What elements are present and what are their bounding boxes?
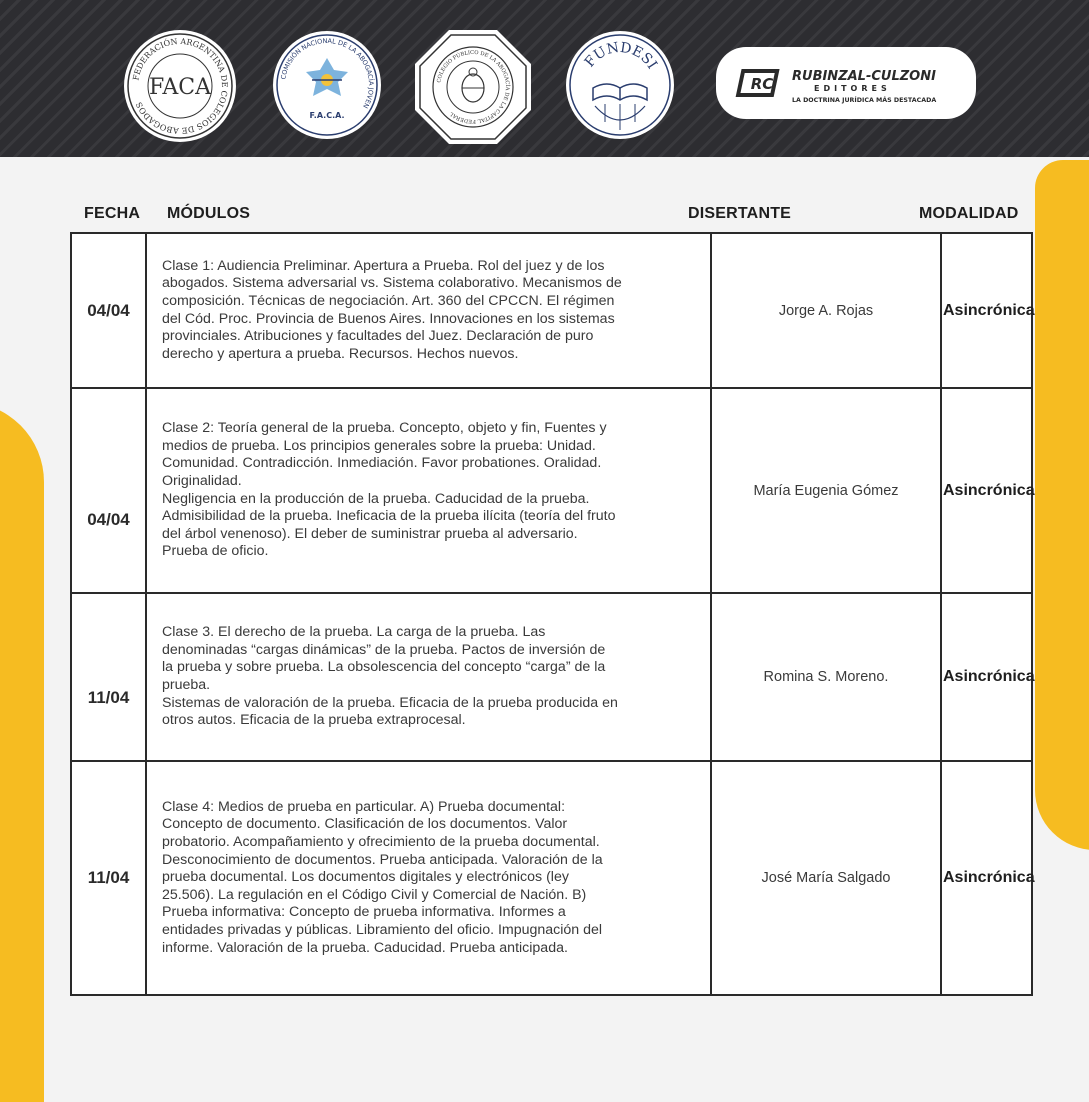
modulo-text-line: Clase 4: Medios de prueba en particular. A) Prueba documental:: [162, 798, 566, 815]
svg-text:COLEGIO PÚBLICO DE LA ABOGACÍA: COLEGIO PÚBLICO DE LA ABOGACÍA DE LA CAPITAL FEDERAL: [436, 49, 511, 125]
modulo-text-line: Desconocimiento de documentos. Prueba anticipada. Valoración de la: [162, 851, 603, 868]
svg-text:RC: RC: [750, 75, 774, 93]
cell-fecha: 04/04: [71, 233, 146, 388]
modulo-text-line: entidades privadas y públicas. Libramiento del oficio. Impugnación del: [162, 921, 603, 938]
cell-modulo: [146, 233, 711, 388]
modulo-text-line: otros autos. Eficacia de la prueba extraprocesal.: [162, 712, 466, 729]
cell-modalidad: Asincrónica: [941, 233, 1032, 388]
cell-fecha: 11/04: [71, 761, 146, 995]
svg-text:RUBINZAL-CULZONI: RUBINZAL-CULZONI: [792, 69, 936, 84]
table-row: [71, 593, 1032, 761]
modulo-text-line: derecho y apertura a prueba. Recursos. Hechos nuevos.: [162, 345, 519, 362]
modulo-text-line: Clase 1: Audiencia Preliminar. Apertura a Prueba. Rol del juez y de los: [162, 257, 605, 274]
rubinzal-culzoni-logo-icon: [716, 47, 976, 119]
column-header-disertante: DISERTANTE: [688, 205, 792, 222]
column-header-modulos: MÓDULOS: [167, 205, 251, 222]
column-header-fecha: FECHA: [84, 205, 141, 222]
table-row: [71, 761, 1032, 995]
modulo-text-line: prueba.: [162, 677, 211, 693]
cell-fecha: 04/04: [71, 388, 146, 593]
modulo-text-line: del árbol venenoso). El deber de suministrar prueba al adversario.: [162, 525, 578, 542]
svg-text:LA DOCTRINA JURÍDICA MÁS DESTA: LA DOCTRINA JURÍDICA MÁS DESTACADA: [792, 97, 937, 104]
cell-disertante: María Eugenia Gómez: [711, 388, 941, 593]
svg-text:FUNDESI: FUNDESI: [581, 39, 660, 73]
cell-modulo: [146, 761, 711, 995]
svg-text:COMISIÓN NACIONAL DE LA ABOGAC: COMISIÓN NACIONAL DE LA ABOGACÍA JOVEN: [279, 36, 376, 110]
modulo-text-line: Prueba de oficio.: [162, 543, 269, 560]
modulo-text-line: abogados. Sistema adversarial vs. Sistema colaborativo. Mecanismos de: [162, 275, 622, 292]
modulo-text-line: Negligencia en la producción de la prueba. Caducidad de la prueba.: [162, 490, 590, 507]
modulo-text-line: Concepto de documento. Clasificación de los documentos. Valor: [162, 816, 568, 833]
modulo-text-line: provinciales. Atribuciones y facultades del Juez. Declaración de puro: [162, 328, 594, 345]
modulo-text-line: informe. Valoración de la prueba. Caducidad. Prueba anticipada.: [162, 939, 568, 956]
comision-joven-seal-icon: [272, 30, 382, 140]
cell-disertante: Jorge A. Rojas: [711, 233, 941, 388]
modulo-text-line: 25.506). La regulación en el Código Civil y Comercial de Nación. B): [162, 886, 587, 903]
cell-modalidad: Asincrónica: [941, 388, 1032, 593]
svg-text:F.A.C.A.: F.A.C.A.: [309, 111, 345, 120]
modulo-text-line: la prueba y sobre prueba. La obsolescencia del concepto “carga” de la: [162, 659, 606, 676]
cell-modulo: [146, 388, 711, 593]
modulo-text-line: probatorio. Acompañamiento y ofrecimiento de la prueba documental.: [162, 834, 600, 851]
fundesi-seal-icon: [565, 30, 675, 140]
modulo-text-line: Sistemas de valoración de la prueba. Eficacia de la prueba producida en: [162, 694, 618, 711]
svg-text:FACA: FACA: [149, 75, 211, 100]
header-banner: [0, 0, 1089, 157]
modulo-text-line: denominadas “cargas dinámicas” de la prueba. Pactos de inversión de: [162, 641, 606, 658]
table-row: [71, 388, 1032, 593]
modulo-text-line: composición. Técnicas de negociación. Art. 360 del CPCCN. El régimen: [162, 292, 615, 309]
svg-text:FEDERACIÓN ARGENTINA DE COLEGI: FEDERACIÓN ARGENTINA DE COLEGIOS DE ABOGADOS: [131, 36, 230, 136]
cell-modulo: [146, 593, 711, 761]
cell-modalidad: Asincrónica: [941, 593, 1032, 761]
modulo-text-line: Clase 2: Teoría general de la prueba. Concepto, objeto y fin, Fuentes y: [162, 420, 607, 437]
modulo-text-line: Clase 3. El derecho de la prueba. La carga de la prueba. Las: [162, 624, 546, 641]
modulo-text-line: del Cód. Proc. Provincia de Buenos Aires. Innovaciones en los sistemas: [162, 310, 615, 327]
colegio-publico-seal-icon: [413, 28, 533, 146]
modulo-text-line: medios de prueba. Los principios generales sobre la prueba: Unidad.: [162, 437, 596, 454]
decorative-yellow-shape-right: [1035, 160, 1089, 850]
decorative-yellow-shape-left: [0, 402, 44, 1102]
svg-text:EDITORES: EDITORES: [814, 84, 891, 93]
column-header-modalidad: MODALIDAD: [919, 205, 1019, 222]
modulo-text-line: Comunidad. Contradicción. Inmediación. Favor probationes. Oralidad.: [162, 455, 602, 472]
modulo-text-line: Originalidad.: [162, 472, 242, 489]
modulo-text-line: Prueba informativa: Concepto de prueba informativa. Informes a: [162, 904, 566, 921]
modulo-text-line: Admisibilidad de la prueba. Ineficacia de la prueba ilícita (teoría del fruto: [162, 508, 616, 525]
cell-modalidad: Asincrónica: [941, 761, 1032, 995]
faca-seal-icon: [122, 28, 238, 144]
modulo-text-line: prueba documental. Los documentos digitales y electrónicos (ley: [162, 869, 569, 886]
schedule-table: [70, 232, 1033, 996]
cell-disertante: José María Salgado: [711, 761, 941, 995]
cell-fecha: 11/04: [71, 593, 146, 761]
cell-disertante: Romina S. Moreno.: [711, 593, 941, 761]
table-row: [71, 233, 1032, 388]
